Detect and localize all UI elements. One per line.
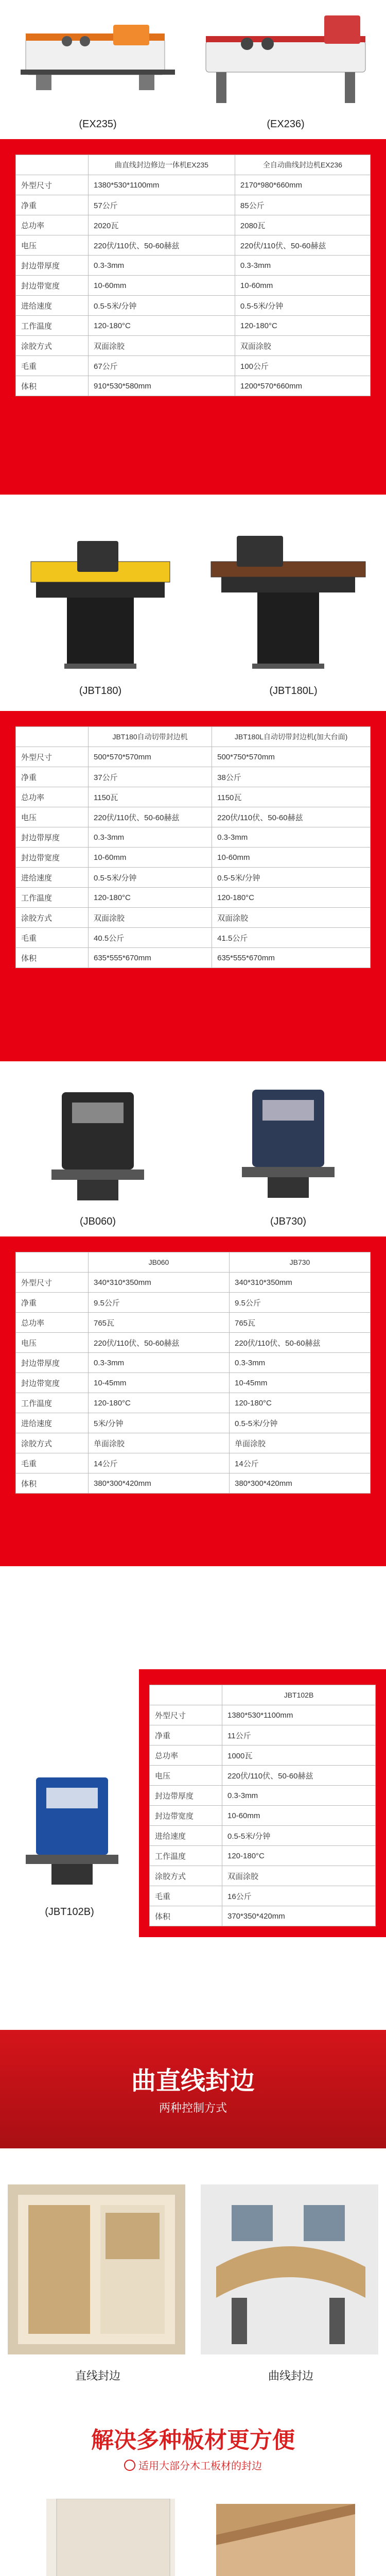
straight-edge-photo (8, 2184, 185, 2354)
spec-value-b: 0.3-3mm (212, 827, 371, 848)
materials-title: 解决多种板材更方便 (91, 2428, 295, 2453)
spec-row (16, 787, 371, 807)
spec-label: 工作温度 (16, 1393, 89, 1413)
spec-value-a: 340*310*350mm (89, 1273, 230, 1293)
spec-row (150, 1745, 376, 1766)
spec-value-a: 220伏/110伏、50-60赫兹 (89, 235, 235, 256)
spec-value-b: 120-180°C (230, 1393, 371, 1413)
product-photo-jb730 (232, 1074, 345, 1206)
spec-header-col: JBT102B (222, 1685, 376, 1705)
spec-value-a: 14公斤 (89, 1453, 230, 1473)
spec-value-b: 765瓦 (230, 1313, 371, 1333)
spec-value: 1380*530*1100mm (222, 1705, 376, 1725)
spec-value-b: 120-180°C (235, 316, 370, 336)
spec-label: 封边带厚度 (16, 827, 89, 848)
materials-subtitle-text: 适用大部分木工板材的封边 (138, 2461, 262, 2472)
spec-row (16, 296, 371, 316)
spec-row (16, 356, 371, 376)
spec-value-a: 1150瓦 (89, 787, 212, 807)
spec-card-jbt102b (139, 1669, 386, 1937)
spec-row (16, 1473, 371, 1494)
spec-value-b: 0.5-5米/分钟 (235, 296, 370, 316)
spec-value-b: 10-60mm (212, 848, 371, 868)
spec-value-a: 0.5-5米/分钟 (89, 296, 235, 316)
spec-header-label (16, 727, 89, 747)
straight-edge-label: 直线封边 (75, 2369, 120, 2382)
spec-label: 体积 (16, 376, 89, 396)
curve-edge-label: 曲线封边 (268, 2369, 313, 2382)
spec-label: 电压 (16, 1333, 89, 1353)
spec-row (16, 928, 371, 948)
spec-row (16, 888, 371, 908)
spec-value: 双面涂胶 (222, 1866, 376, 1886)
spec-value-a: 220伏/110伏、50-60赫兹 (89, 1333, 230, 1353)
spec-label: 体积 (16, 1473, 89, 1494)
product-photo-jbt180 (15, 520, 185, 680)
spec-card-top (0, 139, 386, 495)
spec-row (16, 256, 371, 276)
curve-edge-photo (201, 2184, 378, 2354)
spec-table-top (15, 155, 371, 396)
material-photo-ecoboard (216, 2504, 355, 2576)
spec-value-b: 0.5-5米/分钟 (230, 1413, 371, 1433)
spec-value: 16公斤 (222, 1886, 376, 1906)
spec-card-mid (0, 711, 386, 1061)
spec-label: 封边带宽度 (150, 1806, 222, 1826)
spec-value: 0.5-5米/分钟 (222, 1826, 376, 1846)
target-icon (124, 2460, 135, 2471)
spec-label: 工作温度 (16, 888, 89, 908)
spec-value: 10-60mm (222, 1806, 376, 1826)
curve-banner-title: 曲直线封边 (131, 2067, 255, 2095)
spec-label: 净重 (16, 195, 89, 215)
spec-label: 毛重 (150, 1886, 222, 1906)
spec-header-label (150, 1685, 222, 1705)
spec-header-label (16, 1252, 89, 1273)
spec-value-a: 双面涂胶 (89, 336, 235, 356)
spec-value-b: 0.3-3mm (230, 1353, 371, 1373)
spec-row (16, 316, 371, 336)
spec-value: 370*350*420mm (222, 1906, 376, 1926)
spec-header-col-a: JB060 (89, 1252, 230, 1273)
material-photo-particleboard (46, 2499, 175, 2576)
spec-label: 进给速度 (16, 868, 89, 888)
spec-value-b: 635*555*670mm (212, 948, 371, 968)
spec-value-a: 37公斤 (89, 767, 212, 787)
spec-value-b: 85公斤 (235, 195, 370, 215)
spec-row (16, 1373, 371, 1393)
spec-value-b: 0.3-3mm (235, 256, 370, 276)
spec-row (16, 807, 371, 827)
spec-label: 外型尺寸 (16, 747, 89, 767)
spec-label: 工作温度 (16, 316, 89, 336)
spec-card-jb (0, 1236, 386, 1566)
spec-label: 工作温度 (150, 1846, 222, 1866)
product-caption-ex236: (EX236) (267, 118, 305, 130)
spec-value-a: 双面涂胶 (89, 908, 212, 928)
spec-label: 总功率 (150, 1745, 222, 1766)
spec-value-b: 9.5公斤 (230, 1293, 371, 1313)
spec-label: 外型尺寸 (16, 1273, 89, 1293)
spec-row (150, 1725, 376, 1745)
spec-value-a: 120-180°C (89, 316, 235, 336)
spec-row (16, 1393, 371, 1413)
spec-row (16, 848, 371, 868)
spec-value-a: 57公斤 (89, 195, 235, 215)
spec-header-label (16, 155, 89, 175)
spec-value-b: 500*750*570mm (212, 747, 371, 767)
spec-table-mid (15, 726, 371, 968)
spec-header-col-b: 全自动曲线封边机EX236 (235, 155, 370, 175)
product-caption-jb060: (JB060) (79, 1216, 116, 1227)
spec-value-b: 10-45mm (230, 1373, 371, 1393)
spec-value-b: 14公斤 (230, 1453, 371, 1473)
spec-value-b: 2170*980*660mm (235, 175, 370, 195)
spec-value: 0.3-3mm (222, 1786, 376, 1806)
spec-label: 封边带宽度 (16, 1373, 89, 1393)
spec-label: 进给速度 (16, 1413, 89, 1433)
spec-row (16, 948, 371, 968)
spec-label: 电压 (16, 807, 89, 827)
spec-value-a: 910*530*580mm (89, 376, 235, 396)
spec-label: 封边带宽度 (16, 276, 89, 296)
spec-value-b: 0.5-5米/分钟 (212, 868, 371, 888)
spec-table-header (16, 1252, 371, 1273)
spec-value-b: 340*310*350mm (230, 1273, 371, 1293)
spec-header-col-a: JBT180自动切带封边机 (89, 727, 212, 747)
spec-header-col-a: 曲直线封边修边一体机EX235 (89, 155, 235, 175)
spec-value-b: 41.5公斤 (212, 928, 371, 948)
spec-value-a: 380*300*420mm (89, 1473, 230, 1494)
spec-row (16, 908, 371, 928)
spec-row (16, 767, 371, 787)
spec-row (150, 1846, 376, 1866)
spec-value-a: 0.5-5米/分钟 (89, 868, 212, 888)
spec-value-a: 9.5公斤 (89, 1293, 230, 1313)
spec-label: 体积 (150, 1906, 222, 1926)
spec-value-b: 220伏/110伏、50-60赫兹 (230, 1333, 371, 1353)
spec-value-a: 120-180°C (89, 888, 212, 908)
spec-value-a: 5米/分钟 (89, 1413, 230, 1433)
curve-banner-subtitle: 两种控制方式 (159, 2102, 227, 2114)
spec-value-b: 10-60mm (235, 276, 370, 296)
spec-value-b: 双面涂胶 (235, 336, 370, 356)
spec-label: 净重 (16, 1293, 89, 1313)
spec-value-a: 765瓦 (89, 1313, 230, 1333)
spec-label: 封边带厚度 (16, 256, 89, 276)
spec-row (16, 215, 371, 235)
spec-label: 体积 (16, 948, 89, 968)
spec-label: 外型尺寸 (150, 1705, 222, 1725)
spec-row (16, 1413, 371, 1433)
spec-label: 封边带厚度 (150, 1786, 222, 1806)
spec-label: 进给速度 (16, 296, 89, 316)
spec-label: 总功率 (16, 787, 89, 807)
spec-row (150, 1786, 376, 1806)
product-caption-ex235: (EX235) (79, 118, 117, 130)
product-photo-ex235 (5, 10, 185, 113)
spec-row (16, 747, 371, 767)
spec-value-a: 1380*530*1100mm (89, 175, 235, 195)
spec-label: 涂胶方式 (16, 1433, 89, 1453)
spec-value-b: 双面涂胶 (212, 908, 371, 928)
spec-label: 毛重 (16, 1453, 89, 1473)
product-photo-ex236 (196, 5, 376, 113)
spec-label: 毛重 (16, 928, 89, 948)
spec-value-b: 220伏/110伏、50-60赫兹 (212, 807, 371, 827)
spec-row (16, 868, 371, 888)
spec-row (150, 1766, 376, 1786)
spec-value-b: 380*300*420mm (230, 1473, 371, 1494)
spec-label: 涂胶方式 (150, 1866, 222, 1886)
spec-label: 涂胶方式 (16, 908, 89, 928)
spec-value: 11公斤 (222, 1725, 376, 1745)
spec-header-col-b: JB730 (230, 1252, 371, 1273)
spec-row (16, 195, 371, 215)
spec-row (16, 276, 371, 296)
spec-row (16, 1353, 371, 1373)
spec-value-b: 单面涂胶 (230, 1433, 371, 1453)
spec-row (150, 1826, 376, 1846)
spec-value-a: 10-60mm (89, 848, 212, 868)
curve-banner (0, 2030, 386, 2148)
spec-value-b: 220伏/110伏、50-60赫兹 (235, 235, 370, 256)
spec-label: 净重 (16, 767, 89, 787)
product-caption-jbt102b: (JBT102B) (45, 1906, 94, 1918)
spec-row (150, 1705, 376, 1725)
spec-row (16, 1273, 371, 1293)
spec-label: 封边带宽度 (16, 848, 89, 868)
spec-header-col-b: JBT180L自动切带封边机(加大台面) (212, 727, 371, 747)
spec-row (16, 1433, 371, 1453)
spec-row (16, 827, 371, 848)
spec-value-a: 220伏/110伏、50-60赫兹 (89, 807, 212, 827)
spec-value-a: 500*570*570mm (89, 747, 212, 767)
spec-table-jb (15, 1252, 371, 1494)
spec-value: 220伏/110伏、50-60赫兹 (222, 1766, 376, 1786)
spec-value-a: 67公斤 (89, 356, 235, 376)
spec-row (16, 235, 371, 256)
spec-value-b: 2080瓦 (235, 215, 370, 235)
spec-row (16, 336, 371, 356)
product-caption-jbt180l: (JBT180L) (269, 685, 318, 697)
product-photo-jbt180l (201, 515, 376, 680)
spec-value-a: 0.3-3mm (89, 256, 235, 276)
spec-label: 封边带厚度 (16, 1353, 89, 1373)
spec-value: 120-180°C (222, 1846, 376, 1866)
spec-row (16, 1293, 371, 1313)
spec-table-jbt102b (149, 1685, 376, 1926)
spec-value-b: 38公斤 (212, 767, 371, 787)
product-caption-jb730: (JB730) (270, 1216, 307, 1227)
spec-value-a: 10-60mm (89, 276, 235, 296)
spec-table-header (150, 1685, 376, 1705)
spec-row (150, 1806, 376, 1826)
spec-table-header (16, 727, 371, 747)
spec-label: 进给速度 (150, 1826, 222, 1846)
spec-label: 涂胶方式 (16, 336, 89, 356)
spec-value-a: 2020瓦 (89, 215, 235, 235)
product-photo-jb060 (41, 1077, 154, 1206)
spec-row (16, 1313, 371, 1333)
spec-value-a: 0.3-3mm (89, 1353, 230, 1373)
spec-value: 1000瓦 (222, 1745, 376, 1766)
spec-row (16, 1333, 371, 1353)
spec-value-a: 10-45mm (89, 1373, 230, 1393)
spec-label: 电压 (150, 1766, 222, 1786)
spec-row (150, 1906, 376, 1926)
spec-label: 总功率 (16, 1313, 89, 1333)
spec-value-a: 120-180°C (89, 1393, 230, 1413)
spec-value-b: 1150瓦 (212, 787, 371, 807)
spec-value-a: 0.3-3mm (89, 827, 212, 848)
spec-value-b: 100公斤 (235, 356, 370, 376)
product-photo-jbt102b (10, 1767, 134, 1891)
spec-label: 外型尺寸 (16, 175, 89, 195)
spec-value-b: 1200*570*660mm (235, 376, 370, 396)
spec-value-a: 635*555*670mm (89, 948, 212, 968)
spec-label: 毛重 (16, 356, 89, 376)
spec-row (16, 376, 371, 396)
product-caption-jbt180: (JBT180) (79, 685, 122, 697)
spec-row (150, 1866, 376, 1886)
spec-row (150, 1886, 376, 1906)
spec-label: 总功率 (16, 215, 89, 235)
spec-table-header (16, 155, 371, 175)
spec-label: 电压 (16, 235, 89, 256)
spec-value-a: 40.5公斤 (89, 928, 212, 948)
materials-subtitle (0, 2458, 386, 2472)
spec-value-a: 单面涂胶 (89, 1433, 230, 1453)
spec-value-b: 120-180°C (212, 888, 371, 908)
spec-row (16, 175, 371, 195)
spec-row (16, 1453, 371, 1473)
spec-label: 净重 (150, 1725, 222, 1745)
